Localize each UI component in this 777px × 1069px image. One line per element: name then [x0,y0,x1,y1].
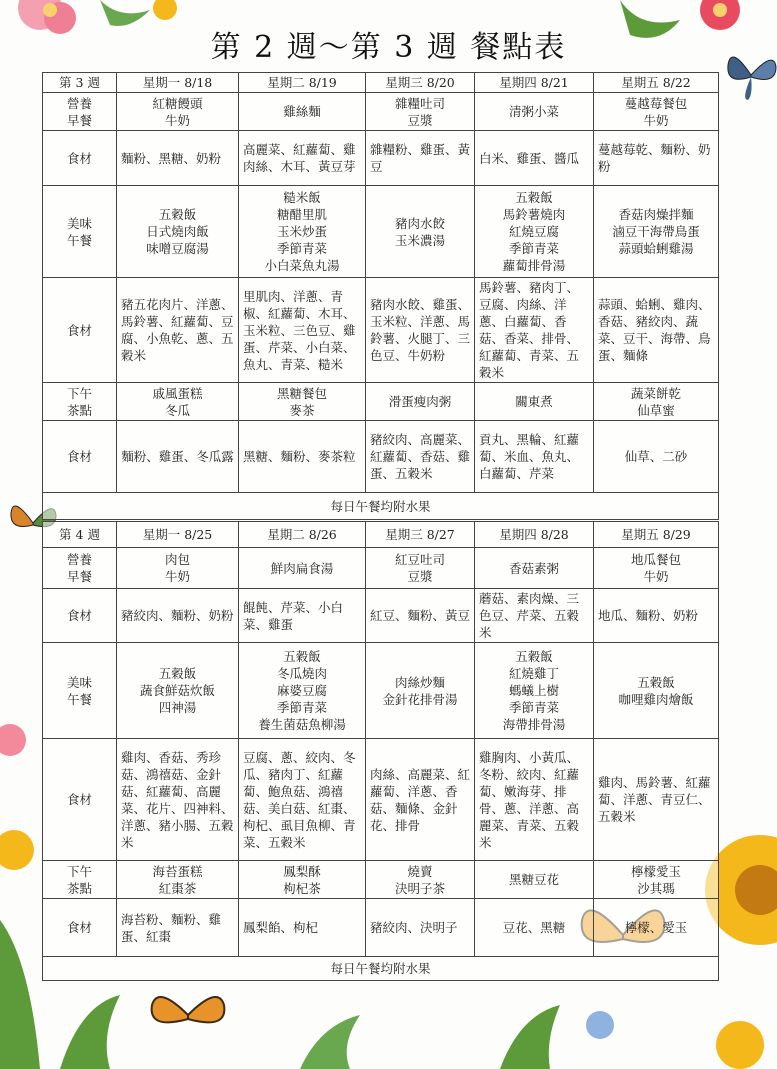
leaf-icon [500,1005,560,1069]
day-header: 星期一 8/25 [117,522,239,548]
row-label: 美味 午餐 [43,186,117,278]
ingredient-cell: 地瓜、麵粉、奶粉 [594,589,719,643]
ingredient-cell: 豬絞肉、麵粉、奶粉 [117,589,239,643]
yellow-flower-icon [716,1021,764,1069]
ingredient-cell: 鳳梨餡、枸杞 [239,899,366,957]
meal-cell: 五穀飯 馬鈴薯燒肉 紅燒豆腐 季節青菜 蘿蔔排骨湯 [475,186,594,278]
meal-cell: 五穀飯 咖哩雞肉燴飯 [594,643,719,739]
menu-table-week-3 [42,72,719,520]
meal-cell: 肉包 牛奶 [117,548,239,589]
meal-cell: 豬肉水餃 玉米濃湯 [366,186,475,278]
ingredient-cell: 雞肉、香菇、秀珍菇、鴻禧菇、金針菇、紅蘿蔔、高麗菜、花片、四神料、洋蔥、豬小腸、五穀米 [117,739,239,861]
ingredient-cell: 檸檬、愛玉 [594,899,719,957]
ingredient-cell: 雞肉、馬鈴薯、紅蘿蔔、洋蔥、青豆仁、五穀米 [594,739,719,861]
meal-cell: 地瓜餐包 牛奶 [594,548,719,589]
ingredient-cell: 麵粉、黑糖、奶粉 [117,131,239,186]
meal-cell: 紅糖饅頭 牛奶 [117,93,239,131]
row-label: 食材 [43,589,117,643]
ingredient-cell: 海苔粉、麵粉、雞蛋、紅棗 [117,899,239,957]
row-label: 食材 [43,421,117,493]
leaf-icon [300,1015,360,1069]
snack-cell: 關東煮 [475,383,594,421]
table-row [43,383,719,421]
day-header: 星期一 8/18 [117,73,239,93]
ingredient-cell: 高麗菜、紅蘿蔔、雞肉絲、木耳、黃豆芽 [239,131,366,186]
table-row [43,643,719,739]
snack-cell: 鳳梨酥 枸杞茶 [239,861,366,899]
meal-cell: 清粥小菜 [475,93,594,131]
ingredient-cell: 仙草、二砂 [594,421,719,493]
row-label: 下午 茶點 [43,383,117,421]
butterfly-icon [148,985,228,1045]
ingredient-cell: 白米、雞蛋、醬瓜 [475,131,594,186]
row-label: 食材 [43,739,117,861]
row-label: 美味 午餐 [43,643,117,739]
day-header: 星期五 8/29 [594,522,719,548]
ingredient-cell: 蒜頭、蛤蜊、雞肉、香菇、豬絞肉、蔬菜、豆干、海帶、鳥蛋、麵條 [594,278,719,383]
ingredient-cell: 餛飩、芹菜、小白菜、雞蛋 [239,589,366,643]
row-label: 食材 [43,278,117,383]
meal-cell: 肉絲炒麵 金針花排骨湯 [366,643,475,739]
ingredient-cell: 豆腐、蔥、絞肉、冬瓜、豬肉丁、紅蘿蔔、鮑魚菇、鴻禧菇、美白菇、紅棗、枸杞、虱目魚柳、青菜、五穀米 [239,739,366,861]
meal-cell: 五穀飯 蔬食鮮菇炊飯 四神湯 [117,643,239,739]
table-row [43,861,719,899]
ingredient-cell: 貢丸、黑輪、紅蘿蔔、米血、魚丸、白蘿蔔、芹菜 [475,421,594,493]
day-header: 星期二 8/26 [239,522,366,548]
meal-cell: 香菇素粥 [475,548,594,589]
ingredient-cell: 豬絞肉、高麗菜、紅蘿蔔、香菇、雞蛋、五穀米 [366,421,475,493]
week-label: 第 4 週 [43,522,117,548]
table-row [43,93,719,131]
table-row [43,899,719,957]
footer-row [43,957,719,981]
ingredient-cell: 豬肉水餃、雞蛋、玉米粒、洋蔥、馬鈴薯、火腿丁、三色豆、牛奶粉 [366,278,475,383]
week-label: 第 3 週 [43,73,117,93]
day-header: 星期四 8/28 [475,522,594,548]
snack-cell: 燒賣 決明子茶 [366,861,475,899]
fruit-note: 每日午餐均附水果 [43,957,719,981]
meal-cell: 糙米飯 糖醋里肌 玉米炒蛋 季節青菜 小白菜魚丸湯 [239,186,366,278]
table-row [43,186,719,278]
meal-cell: 雞絲麵 [239,93,366,131]
flower-decoration-bottom [0,985,777,1069]
snack-cell: 蔬菜餅乾 仙草蜜 [594,383,719,421]
snack-cell: 檸檬愛玉 沙其瑪 [594,861,719,899]
table-row [43,739,719,861]
snack-cell: 戚風蛋糕 冬瓜 [117,383,239,421]
table-row [43,548,719,589]
ingredient-cell: 蔓越莓乾、麵粉、奶粉 [594,131,719,186]
meal-cell: 五穀飯 日式燒肉飯 味噌豆腐湯 [117,186,239,278]
row-label: 食材 [43,899,117,957]
day-header: 星期三 8/27 [366,522,475,548]
table-row [43,278,719,383]
ingredient-cell: 馬鈴薯、豬肉丁、豆腐、肉絲、洋蔥、白蘿蔔、香菇、香菜、排骨、紅蘿蔔、青菜、五穀米 [475,278,594,383]
meal-cell: 五穀飯 冬瓜燒肉 麻婆豆腐 季節青菜 養生菌菇魚柳湯 [239,643,366,739]
ingredient-cell: 里肌肉、洋蔥、青椒、紅蘿蔔、木耳、玉米粒、三色豆、雞蛋、芹菜、小白菜、魚丸、青菜、糙米 [239,278,366,383]
day-header: 星期二 8/19 [239,73,366,93]
blue-flower-icon [586,1011,614,1039]
table-header-row [43,522,719,548]
day-header: 星期三 8/20 [366,73,475,93]
row-label: 營養 早餐 [43,93,117,131]
leaf-icon [60,995,120,1069]
table-row [43,131,719,186]
footer-row [43,493,719,520]
ingredient-cell: 豬絞肉、決明子 [366,899,475,957]
day-header: 星期四 8/21 [475,73,594,93]
ingredient-cell: 麵粉、雞蛋、冬瓜露 [117,421,239,493]
yellow-flower-icon [153,0,177,20]
row-label: 營養 早餐 [43,548,117,589]
meal-cell: 紅豆吐司 豆漿 [366,548,475,589]
row-label: 食材 [43,131,117,186]
day-header: 星期五 8/22 [594,73,719,93]
row-label: 下午 茶點 [43,861,117,899]
meal-cell: 蔓越莓餐包 牛奶 [594,93,719,131]
meal-cell: 五穀飯 紅燒雞丁 螞蟻上樹 季節青菜 海帶排骨湯 [475,643,594,739]
fruit-note: 每日午餐均附水果 [43,493,719,520]
ingredient-cell: 紅豆、麵粉、黃豆 [366,589,475,643]
ingredient-cell: 雞胸肉、小黃瓜、冬粉、絞肉、紅蘿蔔、嫩海芽、排骨、蔥、洋蔥、高麗菜、青菜、五穀米 [475,739,594,861]
menu-table-week-4 [42,521,719,981]
table-row [43,589,719,643]
ingredient-cell: 豬五花肉片、洋蔥、馬鈴薯、紅蘿蔔、豆腐、小魚乾、蔥、五穀米 [117,278,239,383]
ingredient-cell: 豆花、黑糖 [475,899,594,957]
table-header-row [43,73,719,93]
snack-cell: 黑糖豆花 [475,861,594,899]
ingredient-cell: 肉絲、高麗菜、紅蘿蔔、洋蔥、香菇、麵條、金針花、排骨 [366,739,475,861]
table-row [43,421,719,493]
ingredient-cell: 雜糧粉、雞蛋、黃豆 [366,131,475,186]
meal-cell: 雜糧吐司 豆漿 [366,93,475,131]
snack-cell: 滑蛋瘦肉粥 [366,383,475,421]
snack-cell: 海苔蛋糕 紅棗茶 [117,861,239,899]
ingredient-cell: 蘑菇、素肉燥、三色豆、芹菜、五穀米 [475,589,594,643]
meal-cell: 鮮肉扁食湯 [239,548,366,589]
page-title: 第 2 週～第 3 週 餐點表 [210,30,567,65]
ingredient-cell: 黑糖、麵粉、麥茶粒 [239,421,366,493]
meal-cell: 香菇肉燥拌麵 滷豆干海帶鳥蛋 蒜頭蛤蜊雞湯 [594,186,719,278]
snack-cell: 黑糖餐包 麥茶 [239,383,366,421]
